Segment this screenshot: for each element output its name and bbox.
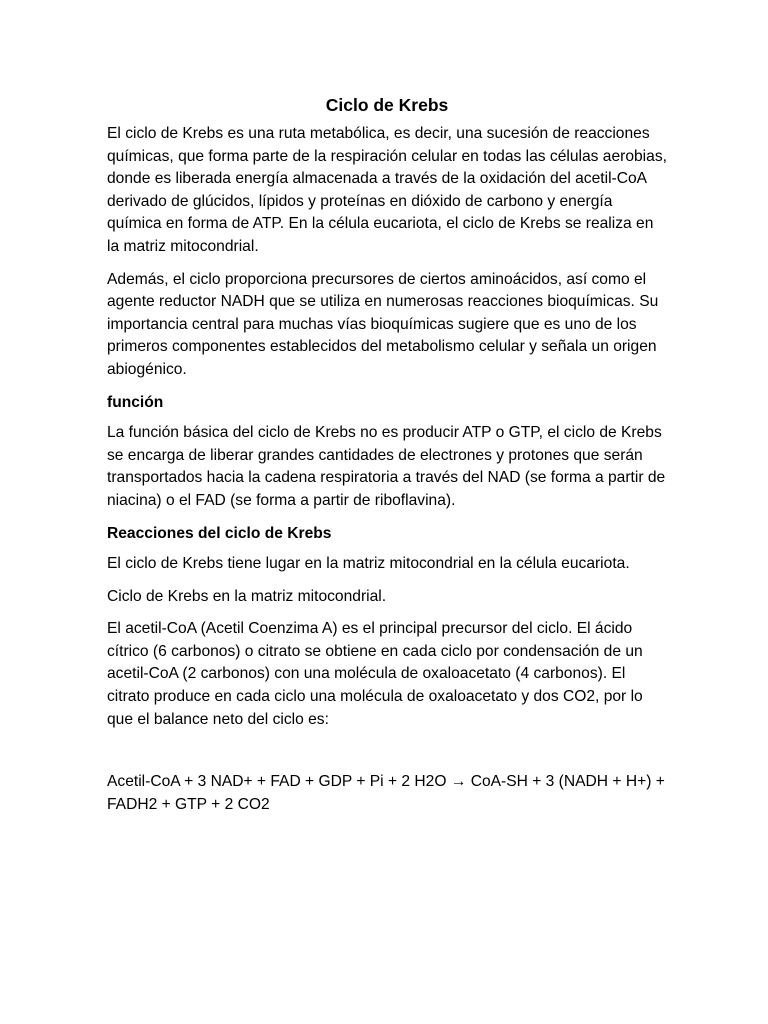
section-heading-funcion: función — [107, 393, 164, 411]
reacciones-paragraph-1: El ciclo de Krebs tiene lugar en la matriz mitocondrial en la célula eucariota. — [107, 555, 630, 573]
page-title: Ciclo de Krebs — [325, 95, 449, 115]
balance-equation: Acetil-CoA + 3 NAD+ + FAD + GDP + Pi + 2 H2O → CoA-SH + 3 (NADH + H+) + FADH2 + GTP + 2 CO2 — [107, 773, 665, 813]
intro-paragraph-1: El ciclo de Krebs es una ruta metabólica, es decir, una sucesión de reacciones químicas, que forma parte de la respiración celular en todas las células aerobias, donde es liberada energía almacenada a través de la oxidación del acetil-CoA derivado de glúcidos, lípidos y proteínas en dióxido de carbono y energía química en forma de ATP. En la célula eucariota, el ciclo de Krebs se realiza en la matriz mitocondrial. — [107, 125, 667, 255]
reacciones-paragraph-2: Ciclo de Krebs en la matriz mitocondrial. — [107, 587, 387, 605]
section-heading-reacciones: Reacciones del ciclo de Krebs — [107, 524, 332, 542]
intro-paragraph-2: Además, el ciclo proporciona precursores de ciertos aminoácidos, así como el agente reductor NADH que se utiliza en numerosas reacciones bioquímicas. Su importancia central para muchas vías bioquímicas sugiere que es uno de los primeros componentes establecidos del metabolismo celular y señala un origen abiogénico. — [107, 270, 659, 378]
blank-line — [107, 741, 667, 771]
document-page — [107, 93, 667, 826]
reacciones-paragraph-3: El acetil-CoA (Acetil Coenzima A) es el principal precursor del ciclo. El ácido cítrico (6 carbonos) o citrato se obtiene en cada ciclo por condensación de un acetil-CoA (2 carbonos) con una molécula de oxaloacetato (4 carbonos). El citrato produce en cada ciclo una molécula de oxaloacetato y dos CO2, por lo que el balance neto del ciclo es: — [107, 620, 643, 728]
funcion-paragraph: La función básica del ciclo de Krebs no es producir ATP o GTP, el ciclo de Krebs se encarga de liberar grandes cantidades de electrones y protones que serán transportados hacia la cadena respiratoria a través del NAD (se forma a partir de niacina) o el FAD (se forma a partir de riboflavina). — [107, 424, 666, 509]
